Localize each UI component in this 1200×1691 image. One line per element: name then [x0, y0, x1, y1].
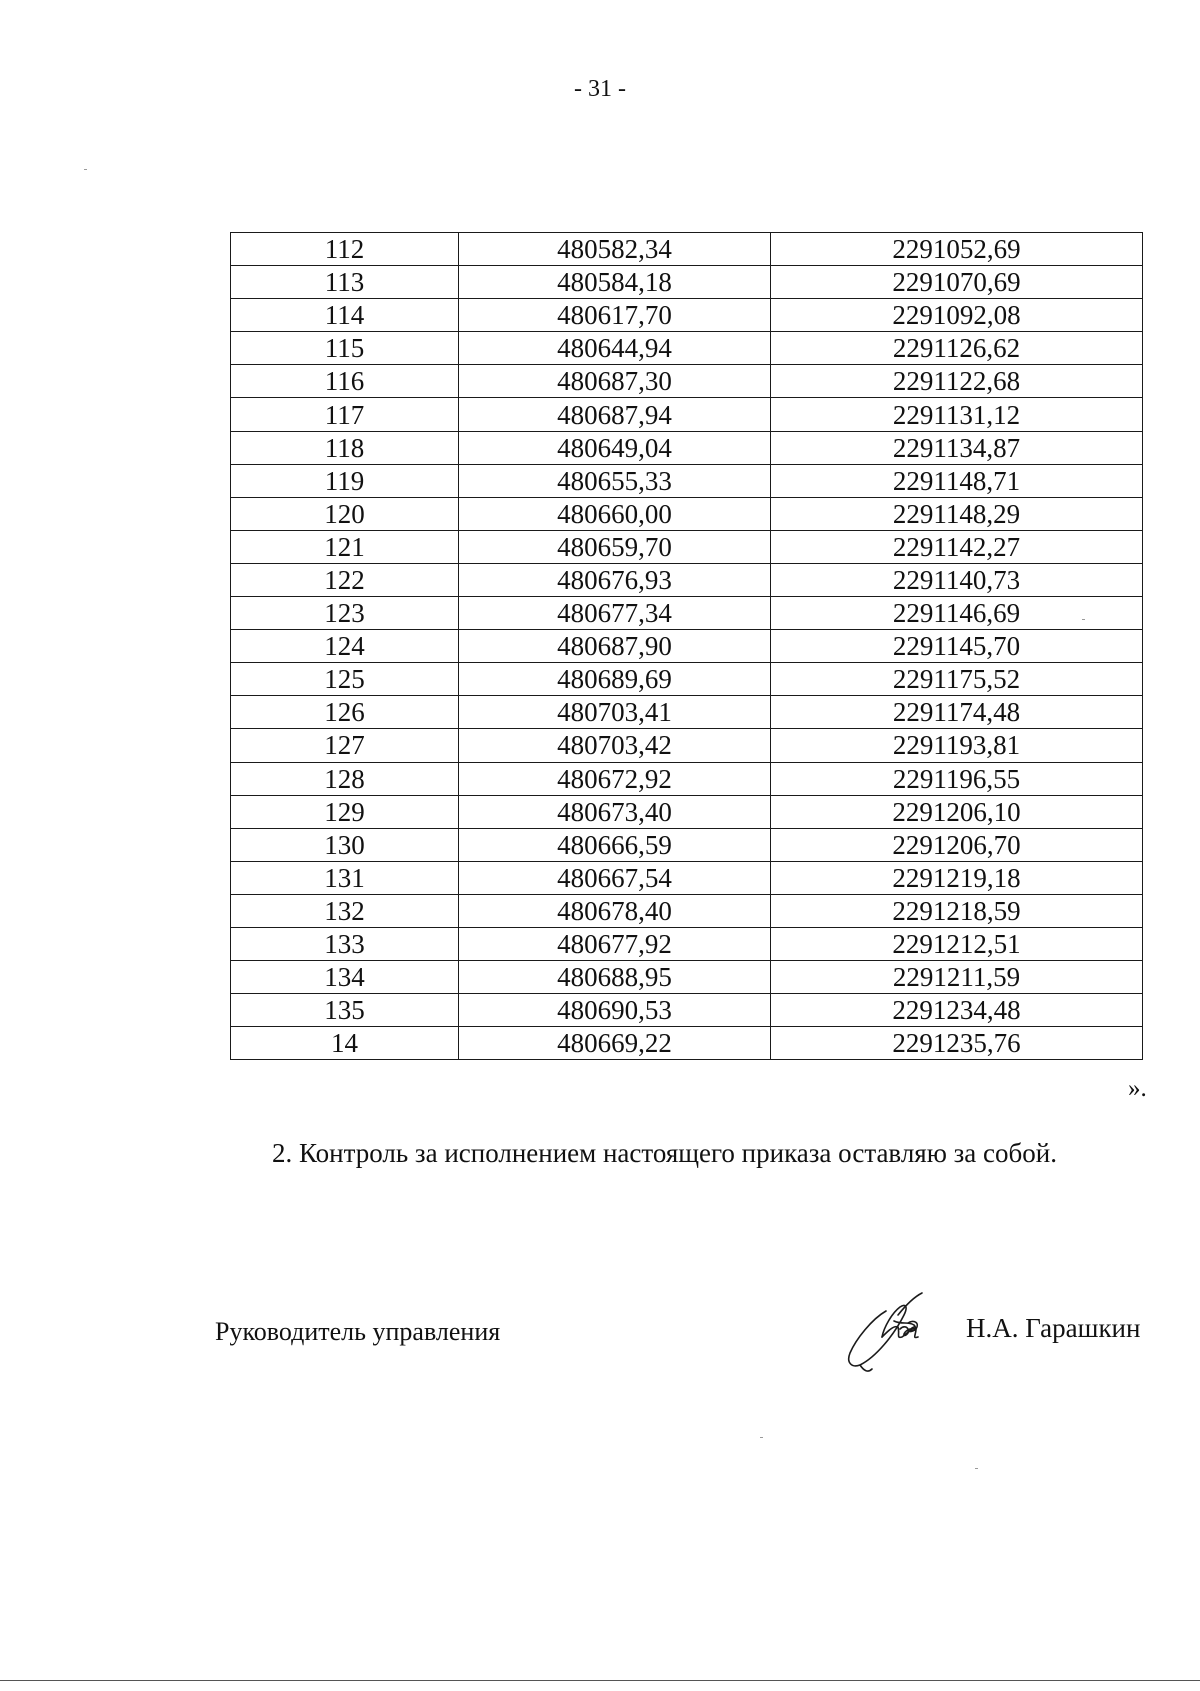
- point-number-cell: 133: [231, 927, 459, 960]
- y-coordinate-cell: 2291219,18: [771, 861, 1143, 894]
- table-row: [231, 994, 1143, 1027]
- y-coordinate-cell: 2291146,69: [771, 597, 1143, 630]
- table-row: [231, 530, 1143, 563]
- y-coordinate-cell: 2291142,27: [771, 530, 1143, 563]
- point-number-cell: 135: [231, 994, 459, 1027]
- y-coordinate-cell: 2291218,59: [771, 894, 1143, 927]
- point-number-cell: 113: [231, 266, 459, 299]
- table-row: [231, 828, 1143, 861]
- x-coordinate-cell: 480687,90: [459, 630, 771, 663]
- x-coordinate-cell: 480690,53: [459, 994, 771, 1027]
- table-row: [231, 729, 1143, 762]
- point-number-cell: 114: [231, 299, 459, 332]
- y-coordinate-cell: 2291193,81: [771, 729, 1143, 762]
- scan-speck: [1082, 619, 1085, 620]
- closing-quote: ».: [1128, 1075, 1147, 1102]
- point-number-cell: 123: [231, 597, 459, 630]
- y-coordinate-cell: 2291196,55: [771, 762, 1143, 795]
- y-coordinate-cell: 2291122,68: [771, 365, 1143, 398]
- table-row: [231, 894, 1143, 927]
- x-coordinate-cell: 480644,94: [459, 332, 771, 365]
- table-row: [231, 663, 1143, 696]
- coordinates-table-body: [231, 233, 1143, 1060]
- point-number-cell: 129: [231, 795, 459, 828]
- x-coordinate-cell: 480687,94: [459, 398, 771, 431]
- y-coordinate-cell: 2291134,87: [771, 431, 1143, 464]
- x-coordinate-cell: 480667,54: [459, 861, 771, 894]
- point-number-cell: 125: [231, 663, 459, 696]
- control-clause: 2. Контроль за исполнением настоящего приказа оставляю за собой.: [272, 1138, 1057, 1168]
- point-number-cell: 120: [231, 497, 459, 530]
- y-coordinate-cell: 2291175,52: [771, 663, 1143, 696]
- table-row: [231, 431, 1143, 464]
- point-number-cell: 132: [231, 894, 459, 927]
- x-coordinate-cell: 480687,30: [459, 365, 771, 398]
- table-row: [231, 365, 1143, 398]
- scan-speck: [84, 169, 87, 170]
- table-row: [231, 497, 1143, 530]
- x-coordinate-cell: 480669,22: [459, 1027, 771, 1060]
- table-row: [231, 464, 1143, 497]
- y-coordinate-cell: 2291148,71: [771, 464, 1143, 497]
- y-coordinate-cell: 2291235,76: [771, 1027, 1143, 1060]
- y-coordinate-cell: 2291131,12: [771, 398, 1143, 431]
- point-number-cell: 126: [231, 696, 459, 729]
- table-row: [231, 696, 1143, 729]
- x-coordinate-cell: 480677,34: [459, 597, 771, 630]
- point-number-cell: 112: [231, 233, 459, 266]
- y-coordinate-cell: 2291092,08: [771, 299, 1143, 332]
- scan-speck: [760, 1437, 763, 1438]
- x-coordinate-cell: 480659,70: [459, 530, 771, 563]
- table-row: [231, 795, 1143, 828]
- x-coordinate-cell: 480660,00: [459, 497, 771, 530]
- y-coordinate-cell: 2291070,69: [771, 266, 1143, 299]
- table-row: [231, 233, 1143, 266]
- table-row: [231, 630, 1143, 663]
- table-row: [231, 398, 1143, 431]
- point-number-cell: 118: [231, 431, 459, 464]
- y-coordinate-cell: 2291234,48: [771, 994, 1143, 1027]
- point-number-cell: 115: [231, 332, 459, 365]
- point-number-cell: 122: [231, 563, 459, 596]
- table-row: [231, 961, 1143, 994]
- x-coordinate-cell: 480655,33: [459, 464, 771, 497]
- point-number-cell: 116: [231, 365, 459, 398]
- y-coordinate-cell: 2291148,29: [771, 497, 1143, 530]
- signer-name: Н.А. Гарашкин: [966, 1313, 1141, 1343]
- y-coordinate-cell: 2291212,51: [771, 927, 1143, 960]
- point-number-cell: 117: [231, 398, 459, 431]
- x-coordinate-cell: 480703,42: [459, 729, 771, 762]
- x-coordinate-cell: 480617,70: [459, 299, 771, 332]
- y-coordinate-cell: 2291145,70: [771, 630, 1143, 663]
- bottom-rule: [0, 1680, 1200, 1681]
- point-number-cell: 119: [231, 464, 459, 497]
- x-coordinate-cell: 480584,18: [459, 266, 771, 299]
- x-coordinate-cell: 480676,93: [459, 563, 771, 596]
- scan-speck: [975, 1468, 978, 1469]
- table-row: [231, 762, 1143, 795]
- x-coordinate-cell: 480678,40: [459, 894, 771, 927]
- x-coordinate-cell: 480649,04: [459, 431, 771, 464]
- x-coordinate-cell: 480582,34: [459, 233, 771, 266]
- handwritten-signature: [842, 1285, 942, 1375]
- x-coordinate-cell: 480703,41: [459, 696, 771, 729]
- point-number-cell: 130: [231, 828, 459, 861]
- x-coordinate-cell: 480666,59: [459, 828, 771, 861]
- signer-position: Руководитель управления: [215, 1317, 501, 1346]
- table-row: [231, 563, 1143, 596]
- x-coordinate-cell: 480688,95: [459, 961, 771, 994]
- page-number: - 31 -: [574, 76, 626, 102]
- point-number-cell: 134: [231, 961, 459, 994]
- table-row: [231, 1027, 1143, 1060]
- point-number-cell: 128: [231, 762, 459, 795]
- y-coordinate-cell: 2291052,69: [771, 233, 1143, 266]
- point-number-cell: 127: [231, 729, 459, 762]
- table-row: [231, 597, 1143, 630]
- point-number-cell: 14: [231, 1027, 459, 1060]
- y-coordinate-cell: 2291211,59: [771, 961, 1143, 994]
- point-number-cell: 131: [231, 861, 459, 894]
- y-coordinate-cell: 2291126,62: [771, 332, 1143, 365]
- y-coordinate-cell: 2291206,70: [771, 828, 1143, 861]
- x-coordinate-cell: 480673,40: [459, 795, 771, 828]
- table-row: [231, 332, 1143, 365]
- coordinates-table: [230, 232, 1143, 1060]
- table-row: [231, 299, 1143, 332]
- table-row: [231, 861, 1143, 894]
- y-coordinate-cell: 2291206,10: [771, 795, 1143, 828]
- x-coordinate-cell: 480677,92: [459, 927, 771, 960]
- y-coordinate-cell: 2291174,48: [771, 696, 1143, 729]
- y-coordinate-cell: 2291140,73: [771, 563, 1143, 596]
- table-row: [231, 927, 1143, 960]
- point-number-cell: 124: [231, 630, 459, 663]
- point-number-cell: 121: [231, 530, 459, 563]
- x-coordinate-cell: 480689,69: [459, 663, 771, 696]
- table-row: [231, 266, 1143, 299]
- x-coordinate-cell: 480672,92: [459, 762, 771, 795]
